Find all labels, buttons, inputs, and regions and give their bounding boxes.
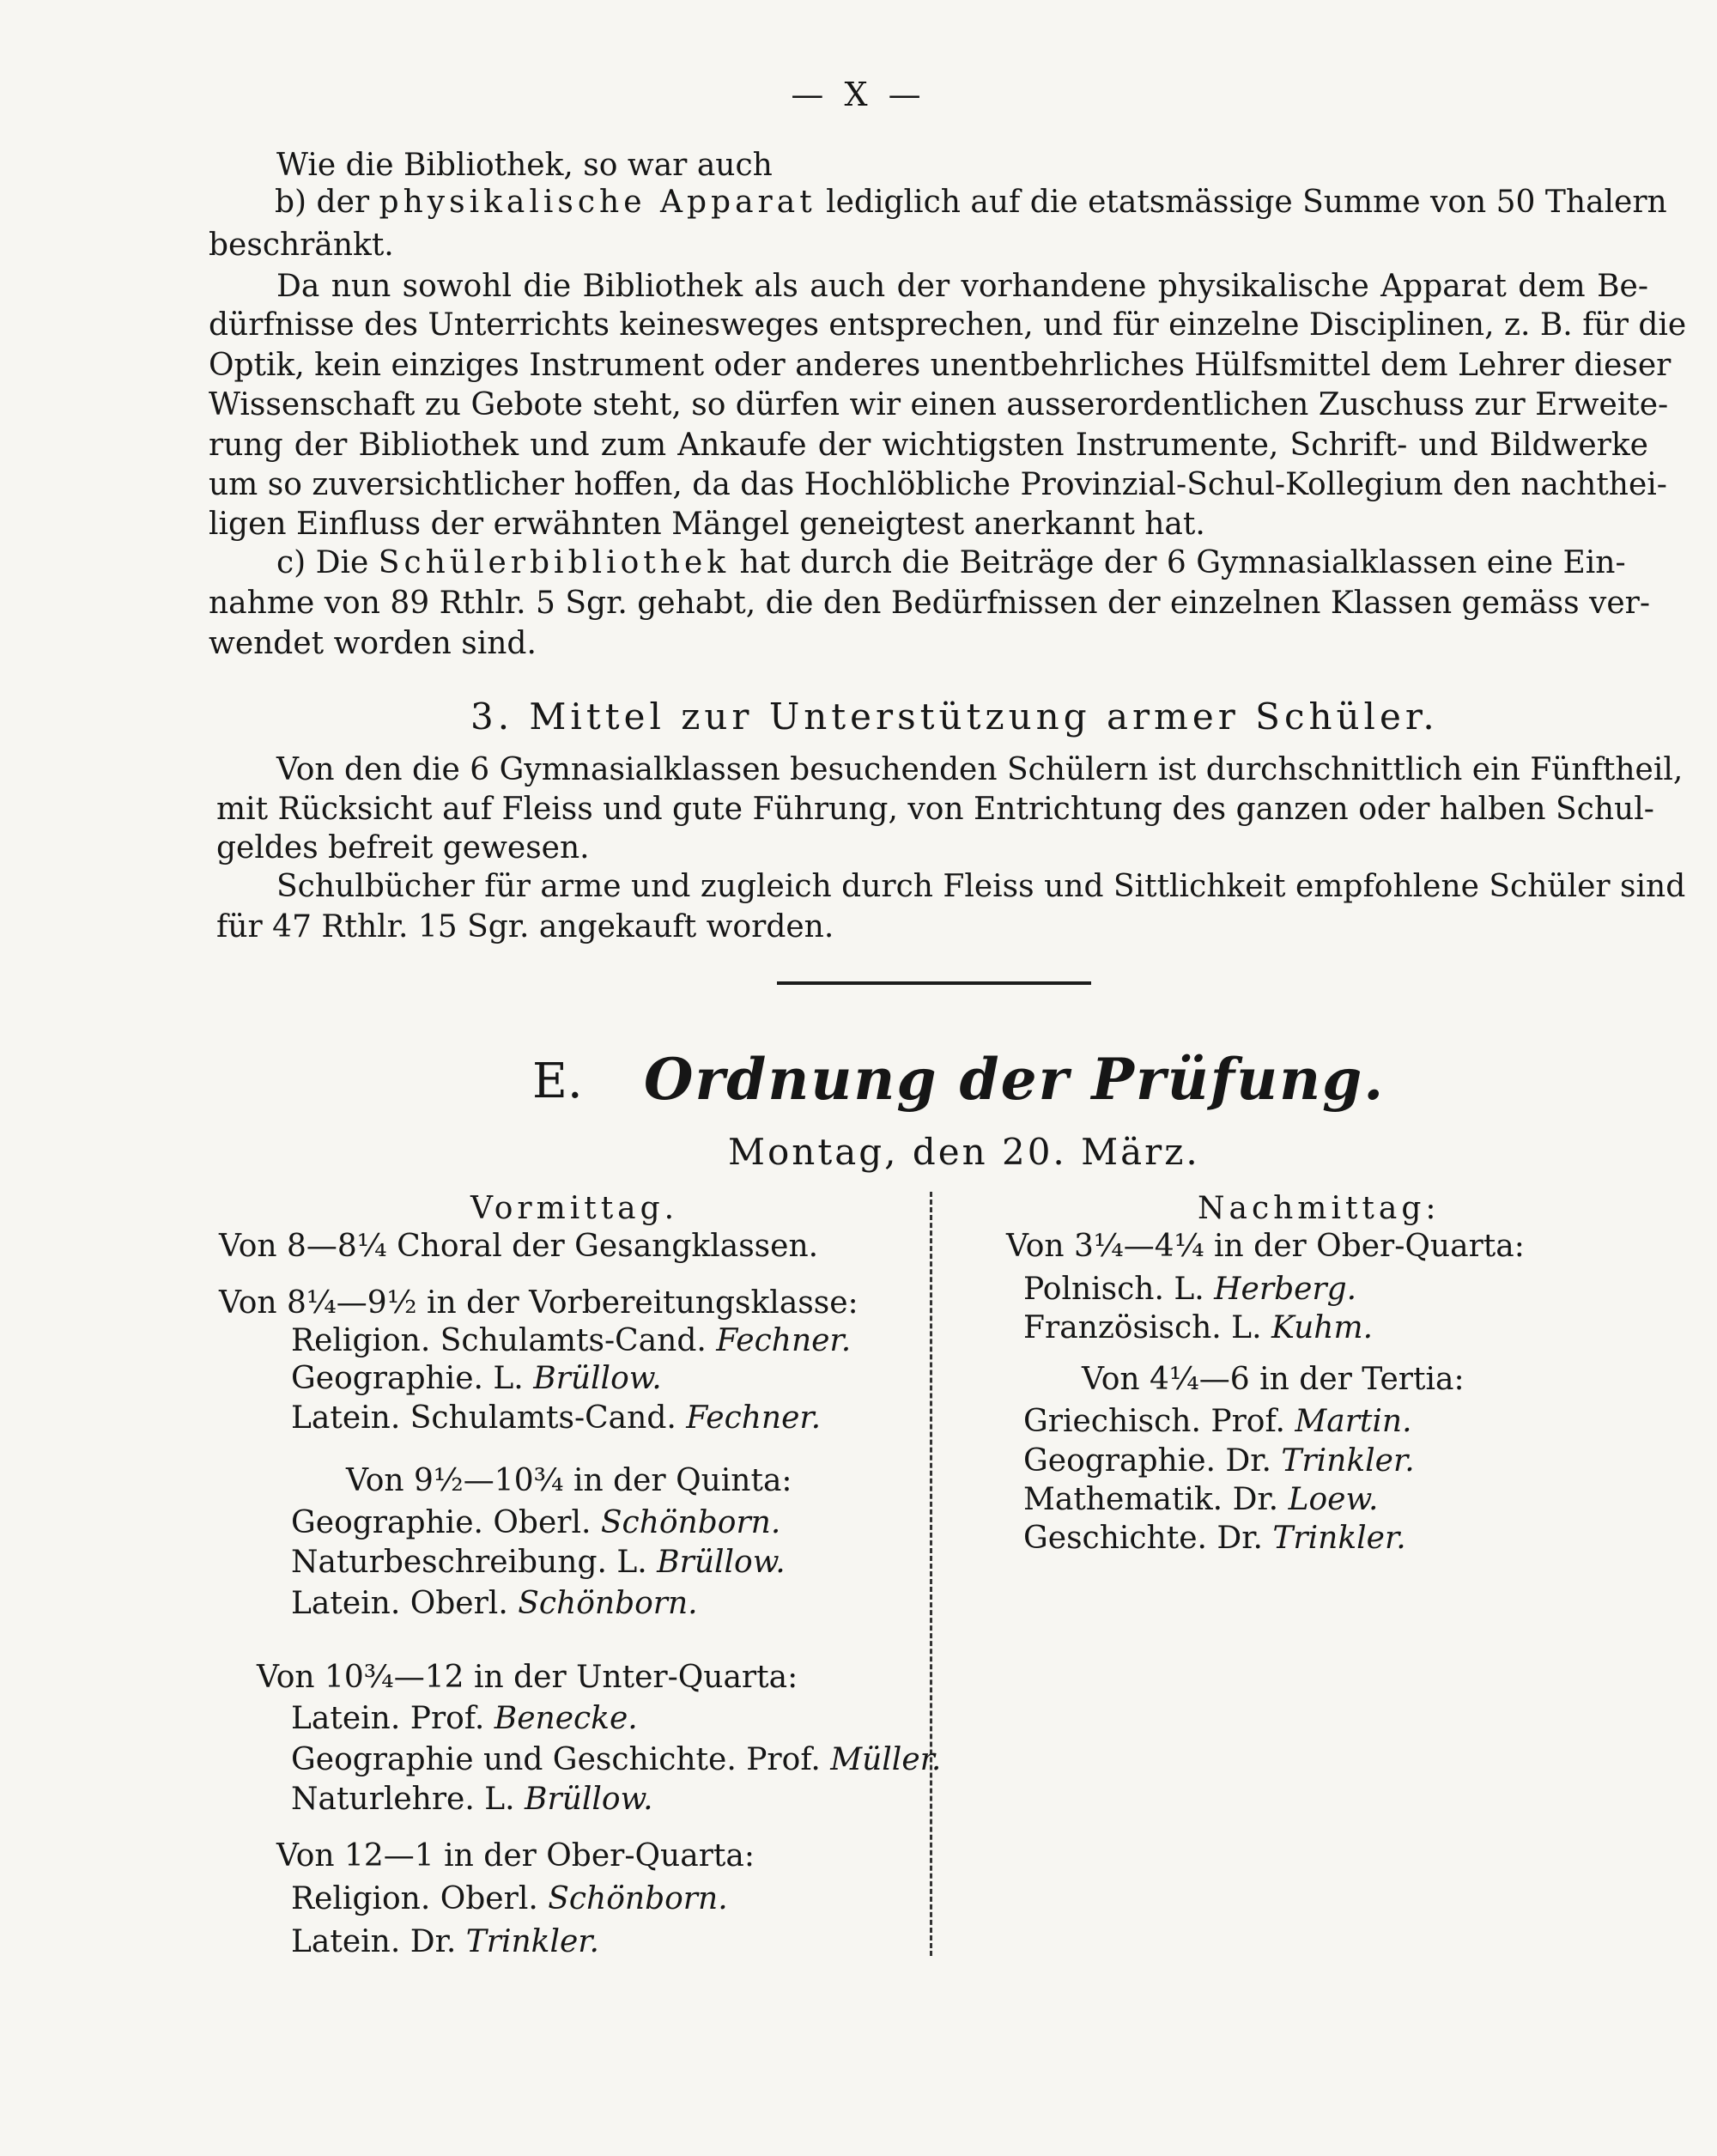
text-line: Wissenschaft zu Gebote steht, so dürfen wir einen ausserordentlichen Zuschuss zur Erweite- [209,387,1669,422]
schedule-entry [291,1700,638,1738]
teacher-name: Müller. [830,1742,942,1777]
emphasis-text: Schülerbibliothek [378,545,731,580]
teacher-name: Schönborn. [600,1505,781,1540]
page-number: — X — [791,76,926,113]
subject-teacher: Geographie. Oberl. [291,1505,601,1540]
teacher-name: Brüllow. [533,1361,662,1396]
teacher-name: Brüllow. [657,1545,786,1580]
text-run: c) Die [276,545,379,580]
subject-teacher: Polnisch. L. [1023,1272,1215,1307]
section-divider [777,981,1091,985]
subject-teacher: Latein. Dr. [291,1924,466,1959]
text-line: Da nun sowohl die Bibliothek als auch der vorhandene physikalische Apparat dem Be- [276,269,1648,304]
subject-teacher: Religion. Schulamts-Cand. [291,1323,717,1358]
teacher-name: Kuhm. [1271,1310,1374,1345]
schedule-entry [1023,1442,1415,1480]
section-letter: E. [532,1054,583,1109]
text-run: b) der [275,185,379,220]
exam-date: Montag, den 20. März. [728,1131,1200,1173]
teacher-name: Trinkler. [1281,1443,1415,1479]
subject-teacher: Naturbeschreibung. L. [291,1545,658,1580]
text-run: hat durch die Beiträge der 6 Gymnasialklassen eine Ein- [730,545,1626,580]
emphasis-text: physikalische Apparat [379,185,816,220]
schedule-slot: Von 9½—10¾ in der Quinta: [346,1463,792,1498]
schedule-entry [291,1880,728,1918]
subject-teacher: Geschichte. Dr. [1023,1521,1273,1556]
teacher-name: Loew. [1288,1482,1379,1517]
teacher-name: Fechner. [716,1323,852,1358]
schedule-slot: Von 12—1 in der Ober-Quarta: [276,1838,755,1874]
text-line: ligen Einfluss der erwähnten Mängel geneigtest anerkannt hat. [209,507,1205,542]
schedule-entry [1023,1271,1356,1309]
subject-teacher: Latein. Schulamts-Cand. [291,1400,687,1436]
schedule-slot: Von 4¼—6 in der Tertia: [1082,1362,1465,1397]
section-title: Ordnung der Prüfung. [644,1046,1386,1113]
subject-teacher: Latein. Oberl. [291,1586,519,1621]
text-line: für 47 Rthlr. 15 Sgr. angekauft worden. [216,909,834,944]
text-line: mit Rücksicht auf Fleiss und gute Führung, von Entrichtung des ganzen oder halben Schul- [216,792,1654,827]
schedule-entry [1023,1520,1406,1558]
schedule-entry [291,1585,698,1623]
teacher-name: Fechner. [686,1400,822,1436]
text-run: lediglich auf die etatsmässige Summe von 50 Thalern [816,185,1667,220]
subject-teacher: Geographie und Geschichte. Prof. [291,1742,831,1777]
text-line [276,544,1648,582]
text-line: um so zuversichtlicher hoffen, da das Hochlöbliche Provinzial-Schul-Kollegium den nachthei- [209,467,1667,502]
schedule-entry [291,1781,653,1819]
schedule-entry [1023,1309,1373,1347]
text-line: Wie die Bibliothek, so war auch [276,148,773,183]
schedule-slot: Von 8¼—9½ in der Vorbereitungsklasse: [219,1285,858,1321]
subject-teacher: Mathematik. Dr. [1023,1482,1289,1517]
teacher-name: Schönborn. [518,1586,698,1621]
afternoon-header: Nachmittag: [1198,1191,1441,1226]
text-line: rung der Bibliothek und zum Ankaufe der wichtigsten Instrumente, Schrift- und Bildwerke [209,428,1648,463]
teacher-name: Trinkler. [1272,1521,1406,1556]
schedule-entry [291,1923,599,1961]
text-line: beschränkt. [209,228,394,263]
text-line: geldes befreit gewesen. [216,830,590,865]
subject-teacher: Latein. Prof. [291,1701,494,1736]
teacher-name: Herberg. [1214,1272,1357,1307]
subject-teacher: Naturlehre. L. [291,1782,525,1817]
teacher-name: Brüllow. [525,1782,653,1817]
teacher-name: Benecke. [494,1701,638,1736]
schedule-entry [291,1741,941,1779]
schedule-entry [291,1360,662,1398]
teacher-name: Schönborn. [548,1881,728,1916]
schedule-entry [291,1504,780,1542]
teacher-name: Martin. [1295,1404,1412,1439]
subject-teacher: Geographie. L. [291,1361,534,1396]
text-line: Von den die 6 Gymnasialklassen besuchenden Schülern ist durchschnittlich ein Fünftheil, [276,752,1684,787]
section-heading: 3. Mittel zur Unterstützung armer Schüler. [470,695,1439,738]
text-line: dürfnisse des Unterrichts keinesweges entsprechen, und für einzelne Disciplinen, z. B. für die [209,307,1687,343]
column-divider [930,1192,932,1956]
text-line [275,184,1667,222]
schedule-entry [291,1322,851,1360]
subject-teacher: Geographie. Dr. [1023,1443,1282,1479]
schedule-slot: Von 3¼—4¼ in der Ober-Quarta: [1006,1229,1525,1264]
teacher-name: Trinkler. [465,1924,599,1959]
schedule-entry [1023,1403,1412,1441]
schedule-entry [1023,1481,1378,1519]
text-line: Optik, kein einziges Instrument oder anderes unentbehrliches Hülfsmittel dem Lehrer dieser [209,348,1671,383]
subject-teacher: Religion. Oberl. [291,1881,549,1916]
schedule-entry [291,1400,821,1437]
text-line: wendet worden sind. [209,626,537,661]
schedule-slot: Von 8—8¼ Choral der Gesangklassen. [219,1229,819,1264]
subject-teacher: Französisch. L. [1023,1310,1271,1345]
text-line: nahme von 89 Rthlr. 5 Sgr. gehabt, die den Bedürfnissen der einzelnen Klassen gemäss ver- [209,586,1651,621]
text-line: Schulbücher für arme und zugleich durch Fleiss und Sittlichkeit empfohlene Schüler sind [276,869,1686,904]
schedule-entry [291,1544,786,1582]
morning-header: Vormittag. [470,1191,679,1226]
schedule-slot: Von 10¾—12 in der Unter-Quarta: [257,1660,798,1695]
subject-teacher: Griechisch. Prof. [1023,1404,1295,1439]
